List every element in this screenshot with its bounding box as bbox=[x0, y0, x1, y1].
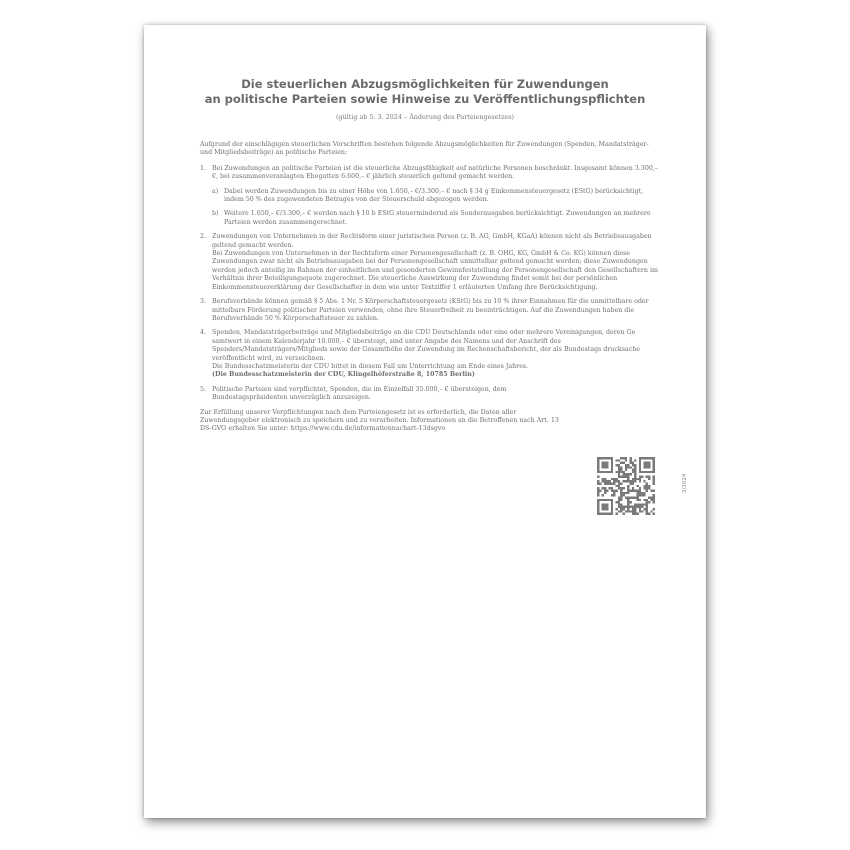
treasurer-address: (Die Bundesschatzmeisterin der CDU, Klingelhöferstraße 8, 10785 Berlin) bbox=[212, 371, 475, 379]
sub-item-letter: b) bbox=[212, 210, 219, 218]
item-text: Berufsverbände können gemäß § 5 Abs. 1 Nr. 5 Körperschaftsteuergesetz (KStG) bis zu 10 % ihrer Einnahmen für die unmittelbare oder mittelbare Förderung politischer Parteien verwenden, ohne ihre Steuerfreiheit zu beeinträchtigen. Auf die Zuwendungen haben die Berufsverbände 50 % Körperschaftsteuer zu zahlen. bbox=[212, 298, 649, 322]
document-subtitle: (gültig ab 5. 3. 2024 – Änderung des Parteiengesetzes) bbox=[336, 113, 514, 121]
sub-item-text: Dabei werden Zuwendungen bis zu einer Höhe von 1.650,– €/3.300,– € nach § 34 g Einkommensteuergesetz (EStG) berücksichtigt, indem 50 % des zugewendeten Betrages von der Steuerschuld abgezogen werden. bbox=[224, 187, 644, 204]
item-number: 2. bbox=[200, 233, 207, 241]
sub-item-letter: a) bbox=[212, 187, 219, 195]
item-number: 3. bbox=[200, 298, 207, 306]
list-item-4 bbox=[200, 329, 660, 379]
item-text-continued: Die Bundesschatzmeisterin der CDU bittet in diesem Fall um Unterrichtung am Ende eines Jahres. bbox=[212, 362, 529, 370]
item-number: 1. bbox=[200, 164, 207, 172]
title-line-2: an politische Parteien sowie Hinweise zu Veröffentlichungspflichten bbox=[204, 92, 646, 106]
document-title bbox=[144, 77, 706, 107]
item-number: 5. bbox=[200, 385, 207, 393]
item-text-continued: Bei Zuwendungen von Unternehmen in der Rechtsform einer Personengesellschaft (z. B. OHG, KG, GmbH & Co. KG) können diese Zuwendungen zwar nicht als Betriebsausgaben bei der Personengesellschaft unmittelbar geltend gemacht werden; diese Zuwendungen werden jedoch anteilig im Rahmen der einheitlichen und gesonderten Gewinnfeststellung der Personengesellschaft den Gesellschaftern im Verhältnis ihrer Beteiligungsquote zugerechnet. Die steuerliche Auswirkung der Zuwendung findet somit bei der persönlichen Einkommensteuererklärung der Gesellschafter in dem wie unter Textziffer 1 erläuterten Umfang ihre Berücksichtigung. bbox=[212, 250, 658, 291]
list-item-3 bbox=[200, 298, 660, 323]
item-text: Politische Parteien sind verpflichtet, Spenden, die im Einzelfall 35.000,– € übersteigen, dem Bundestagspräsidenten unverzüglich anzuzeigen. bbox=[212, 385, 507, 402]
document-body bbox=[200, 141, 660, 434]
item-text: Spenden, Mandatsträgerbeiträge und Mitgliedsbeiträge an die CDU Deutschlands oder eine oder mehrere Vereinigungen, deren Ge samtwert in einem Kalenderjahr 10.000,– € übersteigt, sind unter Angabe des Namens und der Anschrift des Spenders/Mandatsträgers/Mitglieds sowie der Gesamthöhe der Zuwendung im Rechenschaftsbericht, der als Bundestags drucksache veröffentlicht wird, zu verzeichnen. bbox=[212, 329, 641, 362]
sub-item-text: Weitere 1.650,– €/3.300,– € werden nach § 10 b EStG steuermindernd als Sonderausgaben berücksichtigt. Zuwendungen an mehrere Parteien werden zusammengerechnet. bbox=[224, 210, 651, 226]
document-page bbox=[144, 25, 706, 818]
privacy-notice: Zur Erfüllung unserer Verpflichtungen nach dem Parteiengesetz ist es erforderlich, die Daten aller Zuwendungsgeber elektronisch zu speichern und zu verarbeiten. Informationen an die Betroffenen nach Art. 13 DS-GVO erhalten Sie unter: https://www.cdu.de/informationnachart-13dsgvo bbox=[200, 408, 559, 433]
list-item-1 bbox=[200, 165, 660, 227]
item-number: 4. bbox=[200, 329, 207, 337]
list-item-5 bbox=[200, 386, 660, 403]
title-line-1: Die steuerlichen Abzugsmöglichkeiten für Zuwendungen bbox=[241, 77, 609, 91]
item-text: Bei Zuwendungen an politische Parteien ist die steuerliche Abzugsfähigkeit auf natürliche Personen beschränkt. Insgesamt können 3.300,– €, bei zusammenveranlagten Ehegatten 6.600,– € jährlich steuerlich geltend gemacht werden. bbox=[212, 164, 658, 181]
item-text: Zuwendungen von Unternehmen in der Rechtsform einer juristischen Person (z. B. AG, GmbH, KGaA) können nicht als Betriebsausgaben geltend gemacht werden. bbox=[212, 233, 652, 249]
qr-code-icon[interactable] bbox=[597, 457, 655, 515]
sub-item-a bbox=[212, 188, 660, 205]
list-item-2 bbox=[200, 233, 660, 292]
sub-item-b bbox=[212, 210, 660, 227]
print-date: 3/2024 bbox=[682, 473, 688, 493]
intro-paragraph: Aufgrund der einschlägigen steuerlichen Vorschriften bestehen folgende Abzugsmöglichkeiten für Zuwendungen (Spenden, Mandatsträger- und Mitgliedsbeiträge) an politische Parteien: bbox=[200, 141, 649, 157]
